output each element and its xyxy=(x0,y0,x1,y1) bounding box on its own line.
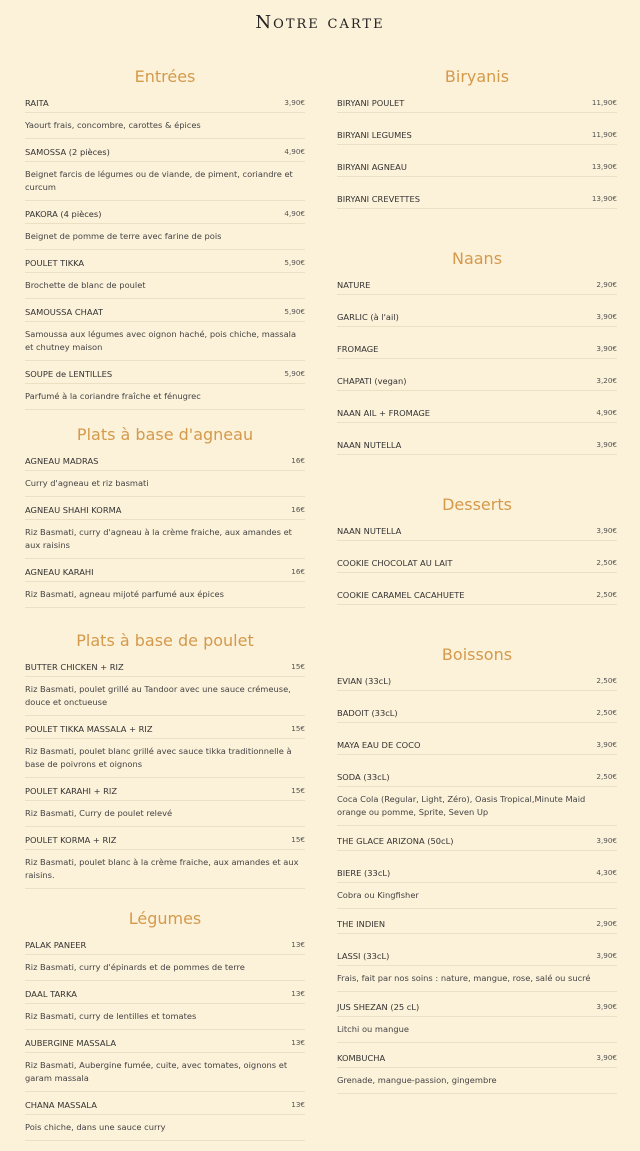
menu-item-description: Riz Basmati, poulet grillé au Tandoor avec une sauce crémeuse, douce et onctueuse xyxy=(25,676,305,715)
menu-item-description: Pois chiche, dans une sauce curry xyxy=(25,1114,305,1140)
menu-item xyxy=(337,554,617,573)
menu-item xyxy=(25,563,305,608)
menu-item-name: AGNEAU SHAHI KORMA xyxy=(25,505,122,515)
menu-item-price: 13€ xyxy=(291,940,305,949)
menu-item-row xyxy=(337,190,617,208)
menu-item-name: AGNEAU MADRAS xyxy=(25,456,99,466)
menu-item-name: KOMBUCHA xyxy=(337,1053,386,1063)
menu-item-name: RAITA xyxy=(25,98,49,108)
menu-item xyxy=(25,831,305,889)
menu-item xyxy=(25,143,305,201)
section-entrees xyxy=(25,66,305,414)
menu-item-description: Riz Basmati, curry d'épinards et de pommes de terre xyxy=(25,954,305,980)
menu-item-row xyxy=(25,452,305,470)
menu-item-row xyxy=(25,936,305,954)
menu-item-description: Parfumé à la coriandre fraîche et fénugrec xyxy=(25,383,305,409)
menu-item-description: Riz Basmati, poulet blanc grillé avec sauce tikka traditionnelle à base de poivrons et oignons xyxy=(25,738,305,777)
menu-item-price: 15€ xyxy=(291,786,305,795)
menu-item-name: AUBERGINE MASSALA xyxy=(25,1038,117,1048)
menu-item-price: 2,50€ xyxy=(596,558,617,567)
menu-item-price: 15€ xyxy=(291,724,305,733)
menu-item-row xyxy=(25,365,305,383)
menu-item-name: DAAL TARKA xyxy=(25,989,77,999)
section-desserts xyxy=(337,494,617,618)
menu-item xyxy=(337,340,617,359)
menu-item-name: LASSI (33cL) xyxy=(337,951,390,961)
menu-item-price: 13€ xyxy=(291,1100,305,1109)
section-naans xyxy=(337,248,617,468)
menu-item-row xyxy=(337,736,617,754)
menu-item xyxy=(337,158,617,177)
menu-item-row xyxy=(337,522,617,540)
menu-item-row xyxy=(25,143,305,161)
menu-item-price: 4,90€ xyxy=(284,209,305,218)
menu-item xyxy=(337,436,617,455)
menu-item xyxy=(337,276,617,295)
menu-item-name: CHAPATI (vegan) xyxy=(337,376,407,386)
menu-item-description: Yaourt frais, concombre, carottes & épices xyxy=(25,112,305,138)
menu-item-price: 11,90€ xyxy=(591,130,617,139)
menu-item-price: 3,90€ xyxy=(596,740,617,749)
menu-item xyxy=(337,372,617,391)
section-title: Desserts xyxy=(442,495,512,514)
section-title: Boissons xyxy=(441,645,513,664)
menu-item-name: SODA (33cL) xyxy=(337,772,390,782)
menu-item-price: 3,90€ xyxy=(596,440,617,449)
menu-item-description: Grenade, mangue-passion, gingembre xyxy=(337,1067,617,1093)
menu-item-price: 3,90€ xyxy=(596,1002,617,1011)
section-title: Naans xyxy=(451,249,503,268)
menu-item xyxy=(337,915,617,934)
menu-item-price: 3,90€ xyxy=(284,98,305,107)
menu-item-price: 2,50€ xyxy=(596,708,617,717)
menu-item-name: COOKIE CHOCOLAT AU LAIT xyxy=(337,558,453,568)
menu-item-row xyxy=(25,720,305,738)
section-title: Plats à base de poulet xyxy=(76,631,254,650)
menu-item-row xyxy=(337,276,617,294)
section-title: Plats à base d'agneau xyxy=(76,425,254,444)
menu-item-row xyxy=(25,985,305,1003)
menu-item xyxy=(337,672,617,691)
menu-item xyxy=(337,768,617,826)
menu-item-row xyxy=(25,658,305,676)
menu-item-row xyxy=(25,831,305,849)
menu-item-row xyxy=(25,94,305,112)
menu-item-name: CHANA MASSALA xyxy=(25,1100,97,1110)
menu-item-price: 13,90€ xyxy=(591,194,617,203)
menu-item-description: Riz Basmati, curry de lentilles et tomates xyxy=(25,1003,305,1029)
menu-item-description: Cobra ou Kingfisher xyxy=(337,882,617,908)
menu-item-description: Riz Basmati, Curry de poulet relevé xyxy=(25,800,305,826)
menu-item-row xyxy=(337,672,617,690)
menu-item-name: PALAK PANEER xyxy=(25,940,87,950)
menu-item xyxy=(337,190,617,209)
menu-item xyxy=(25,658,305,716)
menu-item xyxy=(25,936,305,981)
page-title: Notre carte xyxy=(255,12,385,33)
menu-item-price: 3,90€ xyxy=(596,526,617,535)
menu-item-price: 13,90€ xyxy=(591,162,617,171)
menu-item-price: 3,90€ xyxy=(596,836,617,845)
menu-item-name: EVIAN (33cL) xyxy=(337,676,392,686)
section-title: Biryanis xyxy=(444,67,510,86)
menu-item-description: Riz Basmati, curry d'agneau à la crème fraiche, aux amandes et aux raisins xyxy=(25,519,305,558)
menu-item-name: BIRYANI LEGUMES xyxy=(337,130,412,140)
menu-item-name: PAKORA (4 pièces) xyxy=(25,209,102,219)
menu-item-name: MAYA EAU DE COCO xyxy=(337,740,421,750)
menu-item xyxy=(25,1034,305,1092)
menu-item-name: NATURE xyxy=(337,280,371,290)
menu-item-name: POULET TIKKA MASSALA + RIZ xyxy=(25,724,153,734)
menu-item-name: BIRYANI AGNEAU xyxy=(337,162,407,172)
menu-item-row xyxy=(337,915,617,933)
menu-item-description: Brochette de blanc de poulet xyxy=(25,272,305,298)
menu-item xyxy=(25,205,305,250)
menu-item-row xyxy=(337,436,617,454)
menu-item xyxy=(25,782,305,827)
menu-item xyxy=(25,303,305,361)
section-biryanis xyxy=(337,66,617,222)
menu-item-row xyxy=(337,94,617,112)
menu-item-row xyxy=(337,340,617,358)
menu-item-price: 5,90€ xyxy=(284,307,305,316)
menu-item-price: 3,20€ xyxy=(596,376,617,385)
menu-item-name: FROMAGE xyxy=(337,344,379,354)
section-title: Entrées xyxy=(134,67,196,86)
menu-item-name: THE INDIEN xyxy=(337,919,386,929)
menu-item-price: 3,90€ xyxy=(596,951,617,960)
menu-item xyxy=(25,94,305,139)
menu-item-row xyxy=(337,704,617,722)
section-legumes xyxy=(25,908,305,1145)
menu-item-price: 2,50€ xyxy=(596,676,617,685)
menu-item-name: JUS SHEZAN (25 cL) xyxy=(337,1002,420,1012)
menu-item-price: 13€ xyxy=(291,1038,305,1047)
menu-item-price: 2,50€ xyxy=(596,772,617,781)
menu-item-price: 3,90€ xyxy=(596,1053,617,1062)
menu-item-price: 5,90€ xyxy=(284,258,305,267)
menu-item xyxy=(337,126,617,145)
menu-item-description: Beignet farcis de légumes ou de viande, de piment, coriandre et curcum xyxy=(25,161,305,200)
menu-item-row xyxy=(337,864,617,882)
menu-item-row xyxy=(337,554,617,572)
section-title: Légumes xyxy=(128,909,202,928)
menu-item-description: Samoussa aux légumes avec oignon haché, pois chiche, massala et chutney maison xyxy=(25,321,305,360)
menu-item-price: 13€ xyxy=(291,989,305,998)
section-plats-a-base-de-poulet xyxy=(25,630,305,893)
menu-item-row xyxy=(337,1049,617,1067)
menu-item-row xyxy=(337,832,617,850)
menu-item-description: Frais, fait par nos soins : nature, mangue, rose, salé ou sucré xyxy=(337,965,617,991)
menu-item-name: BADOIT (33cL) xyxy=(337,708,398,718)
menu-item-name: NAAN AIL + FROMAGE xyxy=(337,408,431,418)
menu-item-name: AGNEAU KARAHI xyxy=(25,567,94,577)
menu-item-description: Beignet de pomme de terre avec farine de pois xyxy=(25,223,305,249)
menu-item xyxy=(25,452,305,497)
menu-item-price: 5,90€ xyxy=(284,369,305,378)
menu-item-description: Riz Basmati, poulet blanc à la crème fraiche, aux amandes et aux raisins. xyxy=(25,849,305,888)
menu-item-price: 15€ xyxy=(291,835,305,844)
menu-item-name: SAMOUSSA CHAAT xyxy=(25,307,103,317)
menu-item xyxy=(337,736,617,755)
menu-item xyxy=(25,254,305,299)
menu-item-price: 15€ xyxy=(291,662,305,671)
menu-item-description: Coca Cola (Regular, Light, Zéro), Oasis Tropical,Minute Maid orange ou pomme, Sprite, Seven Up xyxy=(337,786,617,825)
menu-item-name: SOUPE de LENTILLES xyxy=(25,369,113,379)
menu-item-price: 3,90€ xyxy=(596,312,617,321)
menu-item-name: THE GLACE ARIZONA (50cL) xyxy=(337,836,454,846)
menu-item xyxy=(337,704,617,723)
menu-item-row xyxy=(337,158,617,176)
menu-item-name: NAAN NUTELLA xyxy=(337,440,402,450)
menu-item xyxy=(337,94,617,113)
menu-item xyxy=(337,998,617,1043)
menu-item-row xyxy=(25,501,305,519)
menu-item-row xyxy=(337,998,617,1016)
menu-item xyxy=(337,522,617,541)
menu-item-price: 4,90€ xyxy=(596,408,617,417)
menu-item-row xyxy=(25,205,305,223)
menu-item-price: 16€ xyxy=(291,456,305,465)
menu-item-price: 2,90€ xyxy=(596,919,617,928)
menu-item xyxy=(337,586,617,605)
menu-item xyxy=(337,832,617,851)
menu-item xyxy=(25,720,305,778)
menu-item-name: COOKIE CARAMEL CACAHUETE xyxy=(337,590,465,600)
menu-item-row xyxy=(337,947,617,965)
menu-item-price: 11,90€ xyxy=(591,98,617,107)
menu-item-price: 4,30€ xyxy=(596,868,617,877)
menu-item-row xyxy=(25,303,305,321)
menu-item-name: BUTTER CHICKEN + RIZ xyxy=(25,662,124,672)
menu-item-description: Riz Basmati, agneau mijoté parfumé aux épices xyxy=(25,581,305,607)
menu-item-row xyxy=(337,372,617,390)
menu-item-description: Riz Basmati, Aubergine fumée, cuite, avec tomates, oignons et garam massala xyxy=(25,1052,305,1091)
menu-item-price: 16€ xyxy=(291,567,305,576)
menu-item xyxy=(337,947,617,992)
section-plats-a-base-d-agneau xyxy=(25,424,305,612)
menu-item xyxy=(25,501,305,559)
menu-item-description: Curry d'agneau et riz basmati xyxy=(25,470,305,496)
menu-item-name: BIRYANI CREVETTES xyxy=(337,194,420,204)
menu-item-row xyxy=(337,404,617,422)
menu-item-row xyxy=(25,1096,305,1114)
menu-item xyxy=(25,365,305,410)
menu-item-row xyxy=(337,768,617,786)
menu-item-row xyxy=(25,563,305,581)
menu-item-name: NAAN NUTELLA xyxy=(337,526,402,536)
menu-item-price: 2,50€ xyxy=(596,590,617,599)
menu-item-row xyxy=(25,254,305,272)
menu-item xyxy=(337,308,617,327)
menu-item-row xyxy=(337,126,617,144)
menu-item xyxy=(25,985,305,1030)
menu-item-price: 4,90€ xyxy=(284,147,305,156)
menu-item-price: 16€ xyxy=(291,505,305,514)
menu-item-name: BIERE (33cL) xyxy=(337,868,391,878)
menu-item-name: GARLIC (à l'ail) xyxy=(337,312,399,322)
menu-item-name: BIRYANI POULET xyxy=(337,98,405,108)
menu-item-row xyxy=(337,586,617,604)
menu-item-price: 3,90€ xyxy=(596,344,617,353)
menu-item-row xyxy=(25,1034,305,1052)
menu-item-name: SAMOSSA (2 pièces) xyxy=(25,147,110,157)
menu-item-name: POULET KARAHI + RIZ xyxy=(25,786,118,796)
menu-item-row xyxy=(25,782,305,800)
menu-item-name: POULET KORMA + RIZ xyxy=(25,835,117,845)
menu-item-description: Litchi ou mangue xyxy=(337,1016,617,1042)
menu-item-name: POULET TIKKA xyxy=(25,258,85,268)
menu-item-row xyxy=(337,308,617,326)
menu-item xyxy=(337,404,617,423)
menu-item xyxy=(337,864,617,909)
menu-item-price: 2,90€ xyxy=(596,280,617,289)
menu-item xyxy=(25,1096,305,1141)
section-boissons xyxy=(337,644,617,1100)
menu-item xyxy=(337,1049,617,1094)
